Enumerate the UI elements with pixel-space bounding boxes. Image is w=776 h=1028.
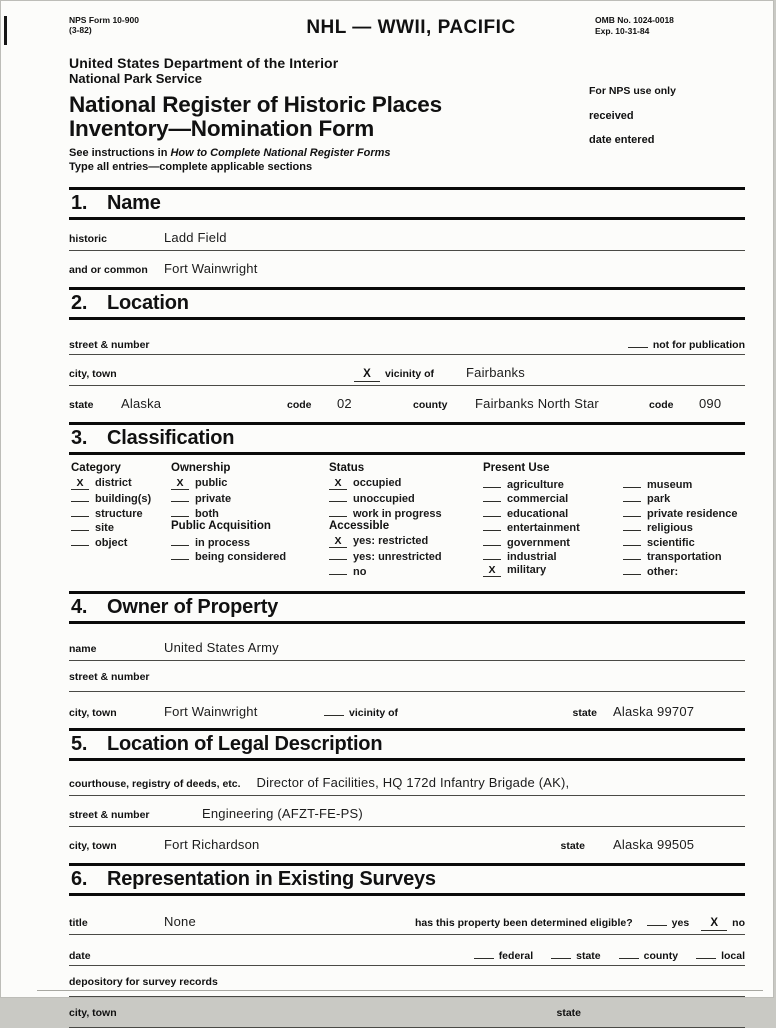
checkbox-label: private: [195, 493, 232, 505]
checkbox-buildings: [71, 490, 171, 505]
state-code-value: 02: [337, 396, 352, 411]
county-label: county: [413, 399, 448, 411]
legal-state-label: state: [560, 840, 585, 852]
eligible-question-label: has this property been determined eligible?: [415, 917, 633, 929]
field-owner-city: [69, 702, 745, 722]
owner-city-label: city, town: [69, 707, 117, 719]
section-classification-header: [69, 422, 745, 455]
owner-name-label: name: [69, 643, 97, 655]
checkbox-label: yes: unrestricted: [353, 551, 442, 563]
courthouse-label: courthouse, registry of deeds, etc.: [69, 778, 241, 790]
survey-title-label: title: [69, 917, 88, 929]
section-legal-header: [69, 728, 745, 761]
section-title: Name: [107, 192, 161, 214]
courthouse-value: Director of Facilities, HQ 172d Infantry Brigade (AK),: [256, 775, 570, 790]
checkbox-label: military: [507, 563, 547, 576]
checkbox-work-in-progress: [329, 505, 483, 520]
federal-label: federal: [498, 950, 534, 962]
section-surveys-header: [69, 863, 745, 896]
present-use-column-2: [623, 461, 745, 577]
survey-title-value: None: [164, 914, 196, 929]
checkbox-mark: [329, 490, 347, 502]
checkbox-label: entertainment: [507, 522, 580, 534]
owner-name-value: United States Army: [164, 640, 279, 655]
instructions-line1: [69, 147, 745, 161]
present-use-column-1: [483, 461, 623, 577]
local-checkbox: [696, 945, 716, 959]
category-heading: Category: [71, 462, 121, 474]
checkbox-label: religious: [647, 522, 693, 534]
checkbox-label: museum: [647, 478, 693, 491]
checkbox-mark: [71, 534, 89, 546]
checkbox-yes-unrestricted: [329, 548, 483, 563]
checkbox-label: agriculture: [507, 478, 564, 491]
field-historic: [69, 230, 745, 251]
form-title-line2: Inventory—Nomination Form: [69, 116, 375, 141]
ownership-column: [171, 461, 329, 577]
checkbox-label: yes: restricted: [353, 534, 429, 547]
checkbox-scientific: [623, 534, 745, 549]
checkbox-label: park: [647, 493, 671, 505]
present-use-spacer: [623, 461, 745, 476]
owner-vicinity-checkbox: [324, 702, 344, 716]
checkbox-label: public: [195, 476, 228, 489]
checkbox-public: [171, 476, 329, 491]
county-code-label: code: [649, 399, 674, 411]
field-owner-street: [69, 671, 745, 692]
owner-state-label: state: [572, 707, 597, 719]
checkbox-mark: [329, 505, 347, 517]
section-number: 4.: [71, 596, 88, 618]
form-number-block: [69, 15, 239, 35]
county-code-value: 090: [699, 396, 722, 411]
form-header: [69, 15, 745, 39]
survey-date-label: date: [69, 950, 91, 962]
received-label: received: [589, 110, 634, 122]
survey-state-label: state: [556, 1007, 581, 1019]
checkbox-mark: [623, 476, 641, 488]
checkbox-site: [71, 519, 171, 534]
checkbox-label: industrial: [507, 551, 557, 563]
checkbox-label: transportation: [647, 551, 722, 563]
section-number: 6.: [71, 868, 88, 890]
accessible-heading: Accessible: [329, 520, 390, 532]
checkbox-museum: [623, 476, 745, 491]
city-label: city, town: [69, 368, 117, 380]
checkbox-educational: [483, 505, 623, 520]
checkbox-label: private residence: [647, 507, 738, 520]
county-level-label: county: [643, 950, 679, 962]
checkbox-mark: [483, 490, 501, 502]
checkbox-mark: [483, 548, 501, 560]
checkbox-park: [623, 490, 745, 505]
checkbox-no: [329, 563, 483, 578]
public-acquisition-heading: Public Acquisition: [171, 520, 271, 532]
state-checkbox: [551, 945, 571, 959]
survey-city-label: city, town: [69, 1007, 117, 1019]
checkbox-commercial: [483, 490, 623, 505]
section-owner-header: [69, 591, 745, 624]
field-depository: [69, 976, 745, 997]
checkbox-military: [483, 563, 623, 578]
checkbox-mark: [71, 505, 89, 517]
theme-title: NHL — WWII, PACIFIC: [306, 17, 516, 38]
vicinity-label: vicinity of: [385, 368, 435, 380]
legal-street-label: street & number: [69, 809, 150, 821]
eligible-yes-label: yes: [671, 917, 690, 929]
legal-state-value: Alaska 99505: [613, 837, 695, 852]
checkbox-mark: [71, 490, 89, 502]
field-owner-name: [69, 640, 745, 661]
checkbox-mark: [483, 519, 501, 531]
checkbox-label: building(s): [95, 493, 152, 505]
section-number: 5.: [71, 733, 88, 755]
federal-checkbox: [474, 945, 494, 959]
section-surveys: [69, 863, 745, 1028]
checkbox-unoccupied: [329, 490, 483, 505]
checkbox-mark: [329, 563, 347, 575]
section-title: Location: [107, 292, 189, 314]
instructions-prefix: See instructions in: [69, 147, 171, 159]
section-number: 1.: [71, 192, 88, 214]
eligible-no-checkbox: X: [701, 917, 727, 931]
checkbox-label: district: [95, 476, 132, 489]
checkbox-mark: X: [71, 478, 89, 490]
agency-name: National Park Service: [69, 71, 202, 86]
checkbox-mark: X: [483, 565, 501, 577]
not-for-publication-checkbox: [628, 334, 648, 348]
omb-number: OMB No. 1024-0018: [595, 15, 674, 25]
legal-city-value: Fort Richardson: [164, 837, 260, 852]
nps-use-only-label: For NPS use only: [589, 85, 676, 97]
checkbox-religious: [623, 519, 745, 534]
section-number: 3.: [71, 427, 88, 449]
checkbox-in-process: [171, 534, 329, 549]
form-title-line1: National Register of Historic Places: [69, 92, 442, 117]
checkbox-mark: [623, 490, 641, 502]
status-heading: Status: [329, 462, 365, 474]
checkbox-label: being considered: [195, 551, 287, 563]
checkbox-mark: [329, 548, 347, 560]
section-title: Location of Legal Description: [107, 733, 383, 755]
common-name-value: Fort Wainwright: [164, 261, 258, 276]
section-title: Representation in Existing Surveys: [107, 868, 436, 890]
checkbox-label: educational: [507, 507, 569, 520]
nps-use-only-block: [589, 85, 676, 146]
owner-street-label: street & number: [69, 671, 150, 683]
classification-grid: [69, 455, 745, 585]
present-use-heading: Present Use: [483, 462, 550, 474]
eligible-yes-checkbox: [647, 912, 667, 926]
field-courthouse: [69, 775, 745, 796]
status-column: [329, 461, 483, 577]
checkbox-mark: [623, 563, 641, 575]
historic-label: historic: [69, 233, 107, 245]
legal-street-value: Engineering (AFZT-FE-PS): [202, 806, 363, 821]
checkbox-mark: [623, 534, 641, 546]
legal-city-label: city, town: [69, 840, 117, 852]
field-city: [69, 365, 745, 386]
field-legal-street: [69, 806, 745, 827]
checkbox-entertainment: [483, 519, 623, 534]
checkbox-other: [623, 563, 745, 578]
section-location-header: [69, 287, 745, 320]
field-state-county: [69, 396, 745, 416]
section-location: [69, 287, 745, 416]
checkbox-mark: [483, 476, 501, 488]
checkbox-mark: [171, 534, 189, 546]
checkbox-mark: [483, 505, 501, 517]
instructions: [69, 147, 745, 174]
checkbox-yes-restricted: [329, 534, 483, 549]
state-value: Alaska: [121, 396, 162, 411]
checkbox-mark: X: [329, 536, 347, 548]
omb-expiration: Exp. 10-31-84: [595, 26, 650, 36]
section-number: 2.: [71, 292, 88, 314]
checkbox-label: site: [95, 522, 114, 534]
state-level-label: state: [576, 950, 601, 962]
street-label: street & number: [69, 339, 150, 351]
omb-block: [595, 15, 745, 37]
checkbox-label: no: [353, 565, 367, 578]
checkbox-mark: [623, 519, 641, 531]
owner-city-value: Fort Wainwright: [164, 704, 258, 719]
state-code-label: code: [287, 399, 312, 411]
checkbox-label: work in progress: [353, 507, 442, 520]
checkbox-label: structure: [95, 507, 143, 520]
checkbox-private: [171, 490, 329, 505]
form-number: NPS Form 10-900: [69, 15, 139, 25]
checkbox-transportation: [623, 548, 745, 563]
eligible-no-label: no: [732, 917, 745, 929]
checkbox-label: government: [507, 536, 570, 549]
checkbox-mark: [623, 505, 641, 517]
county-value: Fairbanks North Star: [475, 396, 599, 411]
depository-label: depository for survey records: [69, 976, 218, 988]
field-survey-title: [69, 912, 745, 935]
vicinity-value: Fairbanks: [466, 365, 525, 380]
checkbox-mark: [623, 548, 641, 560]
department-name: United States Department of the Interior: [69, 55, 339, 71]
checkbox-mark: [483, 534, 501, 546]
date-entered-label: date entered: [589, 134, 655, 146]
section-name-header: [69, 187, 745, 220]
checkbox-both: [171, 505, 329, 520]
checkbox-government: [483, 534, 623, 549]
checkbox-mark: [71, 519, 89, 531]
field-survey-date: [69, 945, 745, 966]
checkbox-mark: X: [171, 478, 189, 490]
checkbox-structure: [71, 505, 171, 520]
category-column: [71, 461, 171, 577]
checkbox-agriculture: [483, 476, 623, 491]
field-legal-city: [69, 837, 745, 857]
field-survey-city: [69, 1007, 745, 1028]
historic-value: Ladd Field: [164, 230, 227, 245]
ownership-heading: Ownership: [171, 462, 231, 474]
vicinity-checkbox: X: [354, 368, 380, 382]
instructions-line2: Type all entries—complete applicable sections: [69, 160, 313, 173]
common-name-label: and or common: [69, 264, 148, 276]
local-label: local: [721, 950, 745, 962]
checkbox-label: in process: [195, 536, 251, 549]
section-title: Classification: [107, 427, 235, 449]
checkbox-label: object: [95, 536, 128, 549]
section-classification: [69, 422, 745, 585]
section-owner: [69, 591, 745, 722]
checkbox-object: [71, 534, 171, 549]
not-for-publication-label: not for publication: [652, 339, 745, 351]
scan-edge-artifact: [4, 16, 7, 45]
state-label: state: [69, 399, 94, 411]
checkbox-mark: [171, 490, 189, 502]
owner-vicinity-label: vicinity of: [349, 707, 399, 719]
instructions-reference: How to Complete National Register Forms: [170, 147, 391, 159]
field-street: [69, 334, 745, 355]
section-title: Owner of Property: [107, 596, 279, 618]
checkbox-mark: [171, 548, 189, 560]
owner-state-value: Alaska 99707: [613, 704, 695, 719]
section-name: [69, 187, 745, 281]
field-common-name: [69, 261, 745, 281]
checkbox-label: commercial: [507, 493, 569, 505]
section-legal-description: [69, 728, 745, 857]
checkbox-label: unoccupied: [353, 493, 415, 505]
checkbox-industrial: [483, 548, 623, 563]
checkbox-private-residence: [623, 505, 745, 520]
form-revision: (3-82): [69, 25, 92, 35]
checkbox-being-considered: [171, 548, 329, 563]
checkbox-label: scientific: [647, 536, 695, 549]
checkbox-mark: X: [329, 478, 347, 490]
checkbox-mark: [171, 505, 189, 517]
county-checkbox: [619, 945, 639, 959]
checkbox-label: occupied: [353, 476, 402, 489]
checkbox-label: both: [195, 507, 219, 520]
checkbox-label: other:: [647, 565, 679, 578]
checkbox-occupied: [329, 476, 483, 491]
checkbox-district: [71, 476, 171, 491]
